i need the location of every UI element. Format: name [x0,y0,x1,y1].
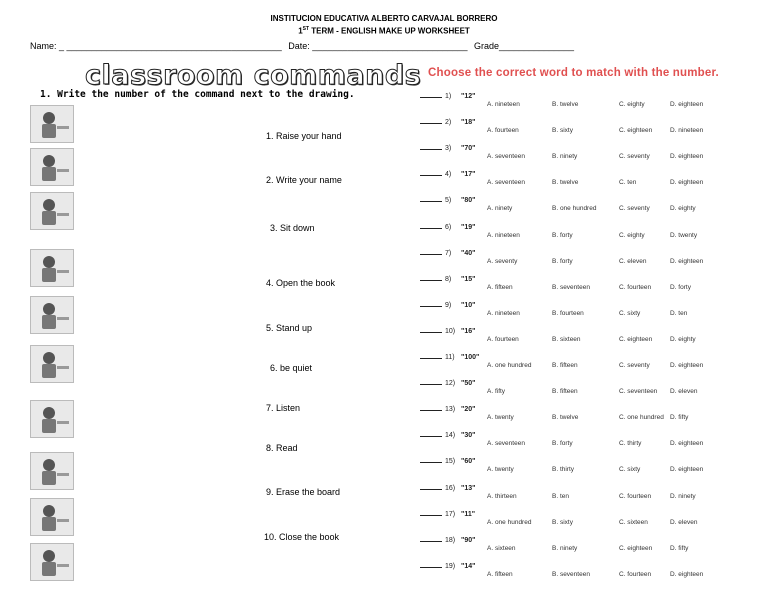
question-row [420,250,475,257]
answer-option[interactable]: C. fourteen [619,283,652,291]
answer-option[interactable]: D. eighteen [670,257,704,265]
answer-option[interactable]: A. one hundred [487,362,532,369]
question-row [420,537,475,544]
answer-option[interactable]: B. fourteen [552,309,584,317]
erase-board-picture [30,498,74,536]
answer-option[interactable]: C. ten [619,179,637,187]
answer-option[interactable]: B. twelve [552,179,579,187]
answer-option[interactable]: A. seventy [487,257,518,265]
question-word: "14" [461,562,476,570]
term-rest: TERM - ENGLISH MAKE UP WORKSHEET [309,26,470,36]
question-number: 10) [445,327,456,335]
answer-option[interactable]: D. twenty [670,231,698,239]
answer-option[interactable]: B. twelve [552,414,579,422]
question-number: 17) [445,510,456,518]
answer-option[interactable]: C. one hundred [619,414,664,422]
answer-blank[interactable] [420,97,442,98]
name-field[interactable]: Name: _ ___________________________________________ [30,41,282,51]
question-row [420,171,475,178]
answer-option[interactable]: D. eighty [670,335,696,343]
student-info-line [30,41,578,51]
question-number: 19) [445,562,456,570]
answer-blank[interactable] [420,254,442,255]
answer-option[interactable]: B. ninety [552,153,578,161]
question-word: "10" [461,301,476,309]
answer-option[interactable]: D. eighteen [670,362,704,369]
answer-option[interactable]: A. fifteen [487,283,513,291]
be-quiet-picture [30,345,74,383]
answer-option[interactable]: D. nineteen [670,127,704,135]
question-row [420,119,475,126]
command-1: 1. Raise your hand [266,131,342,141]
question-word: "70" [461,145,476,153]
question-row [420,458,475,465]
quiz-title: Choose the correct word to match with the number. [428,67,719,79]
question-row [420,354,479,361]
question-number: 2) [445,119,452,127]
answer-blank[interactable] [420,123,442,124]
command-7: 7. Listen [266,403,301,413]
answer-blank[interactable] [420,384,442,385]
question-row [420,485,475,492]
term-number: 1 [298,26,303,36]
answer-blank[interactable] [420,358,442,359]
answer-blank[interactable] [420,201,442,202]
answer-option[interactable]: D. eleven [670,388,698,396]
close-book-picture [30,543,74,581]
answer-option[interactable]: A. twenty [487,466,514,474]
question-word: "50" [461,380,476,388]
answer-option[interactable]: C. thirty [619,440,642,448]
question-row [420,406,475,413]
question-word: "80" [461,197,476,205]
answer-option[interactable]: B. forty [552,440,573,448]
question-number: 8) [445,275,452,283]
read-picture [30,452,74,490]
answer-option[interactable]: A. fifteen [487,570,513,578]
answer-option[interactable]: A. fifty [487,388,506,396]
answer-blank[interactable] [420,306,442,307]
question-word: "13" [461,484,476,492]
question-word: "19" [461,223,476,231]
answer-option[interactable]: B. fifteen [552,362,578,369]
answer-blank[interactable] [420,149,442,150]
question-number: 12) [445,380,456,388]
answer-option[interactable]: C. seventy [619,153,650,161]
answer-option[interactable]: A. sixteen [487,544,516,552]
question-row [420,380,475,387]
question-row [420,432,475,439]
answer-option[interactable]: D. eighteen [670,101,704,108]
question-number: 16) [445,484,456,492]
answer-option[interactable]: D. forty [670,283,691,291]
command-8: 8. Read [266,443,298,453]
answer-option[interactable]: D. eighteen [670,179,704,187]
answer-option[interactable]: A. thirteen [487,492,517,500]
question-row [420,302,475,309]
answer-blank[interactable] [420,410,442,411]
command-5: 5. Stand up [266,323,313,333]
listen-picture [30,400,74,438]
answer-option[interactable]: C. seventy [619,205,650,213]
answer-option[interactable]: A. nineteen [487,231,520,239]
answer-option[interactable]: C. fourteen [619,492,652,500]
answer-option[interactable]: D. eighteen [670,570,704,578]
answer-option[interactable]: A. seventeen [487,153,525,161]
question-word: "40" [461,249,476,257]
answer-option[interactable]: C. sixteen [619,518,648,526]
answer-option[interactable]: A. twenty [487,414,514,422]
answer-option[interactable]: C. eleven [619,257,647,265]
question-row [420,145,475,152]
answer-option[interactable]: D. ninety [670,492,696,500]
answer-blank[interactable] [420,280,442,281]
command-4: 4. Open the book [266,278,336,288]
question-number: 14) [445,432,456,440]
command-6: 6. be quiet [270,363,313,373]
answer-option[interactable]: C. eighteen [619,127,653,135]
answer-option[interactable]: C. eighteen [619,544,653,552]
question-number: 7) [445,249,452,257]
answer-blank[interactable] [420,462,442,463]
date-field[interactable]: Date: _______________________________ [288,41,468,51]
answer-option[interactable]: B. seventeen [552,283,590,291]
answer-option[interactable]: A. seventeen [487,179,525,187]
answer-option[interactable]: B. ninety [552,544,578,552]
question-number: 18) [445,536,456,544]
instruction-text: 1. Write the number of the command next to the drawing. [40,89,355,100]
answer-blank[interactable] [420,489,442,490]
question-word: "20" [461,406,476,414]
answer-option[interactable]: C. eighty [619,101,645,108]
answer-option[interactable]: A. fourteen [487,127,519,135]
term-superscript: ST [302,26,310,32]
question-number: 6) [445,223,452,231]
answer-option[interactable]: D. eighty [670,205,696,213]
question-row [420,563,475,570]
answer-option[interactable]: B. twelve [552,101,579,108]
question-number: 4) [445,171,452,179]
question-row [420,328,475,335]
answer-option[interactable]: A. fourteen [487,335,519,343]
answer-option[interactable]: C. fourteen [619,570,652,578]
answer-option[interactable]: B. thirty [552,466,575,474]
worksheet-title: classroom commands [85,60,422,91]
write-name-picture [30,148,74,186]
answer-blank[interactable] [420,515,442,516]
command-10: 10. Close the book [264,532,340,542]
question-word: "16" [461,327,476,335]
answer-blank[interactable] [420,228,442,229]
question-number: 9) [445,301,452,309]
answer-option[interactable]: B. forty [552,231,573,239]
question-word: "30" [461,432,476,440]
answer-option[interactable]: B. seventeen [552,570,590,578]
raise-hand-picture [30,105,74,143]
command-3: 3. Sit down [270,223,315,233]
answer-blank[interactable] [420,567,442,568]
question-word: "60" [461,458,476,466]
answer-option[interactable]: B. fifteen [552,388,578,396]
answer-option[interactable]: B. forty [552,257,573,265]
question-word: "100" [461,354,480,361]
answer-option[interactable]: B. sixty [552,518,573,526]
question-number: 15) [445,458,456,466]
sit-down-picture [30,192,74,230]
question-number: 11) [445,354,455,361]
question-word: "90" [461,536,476,544]
question-row [420,224,475,231]
answer-option[interactable]: C. sixty [619,309,641,317]
answer-option[interactable]: D. fifty [670,544,689,552]
question-number: 13) [445,406,456,414]
answer-option[interactable]: C. eighty [619,231,645,239]
answer-option[interactable]: B. sixteen [552,335,581,343]
school-name: INSTITUCION EDUCATIVA ALBERTO CARVAJAL BORRERO [270,14,498,23]
question-row [420,197,475,204]
question-row [420,93,475,100]
answer-blank[interactable] [420,332,442,333]
question-row [420,276,475,283]
stand-up-picture [30,296,74,334]
question-word: "12" [461,93,476,100]
answer-option[interactable]: A. one hundred [487,518,532,526]
answer-blank[interactable] [420,436,442,437]
question-row [420,511,475,518]
question-word: "15" [461,275,476,283]
answer-option[interactable]: D. fifty [670,414,689,422]
worksheet-subtitle [0,26,768,36]
command-2: 2. Write your name [266,175,342,185]
command-9: 9. Erase the board [266,487,341,497]
answer-option[interactable]: D. eighteen [670,440,704,448]
answer-option[interactable]: C. eighteen [619,335,653,343]
answer-option[interactable]: B. sixty [552,127,573,135]
question-word: "18" [461,119,476,127]
answer-option[interactable]: A. seventeen [487,440,525,448]
answer-option[interactable]: D. eighteen [670,153,704,161]
open-book-picture [30,249,74,287]
question-word: "17" [461,171,476,179]
question-number: 3) [445,145,452,153]
answer-option[interactable]: D. eighteen [670,466,704,474]
answer-option[interactable]: A. nineteen [487,101,520,108]
answer-option[interactable]: C. sixty [619,466,641,474]
question-number: 1) [445,93,452,100]
question-word: "11" [461,510,476,518]
answer-option[interactable]: C. seventeen [619,388,658,396]
answer-option[interactable]: B. ten [552,492,569,500]
answer-option[interactable]: A. ninety [487,205,513,213]
answer-option[interactable]: A. nineteen [487,309,520,317]
answer-option[interactable]: D. eleven [670,518,698,526]
answer-option[interactable]: C. seventy [619,362,650,369]
answer-blank[interactable] [420,541,442,542]
answer-option[interactable]: B. one hundred [552,205,597,213]
question-number: 5) [445,197,452,205]
answer-blank[interactable] [420,175,442,176]
grade-field[interactable]: Grade_______________ [473,41,575,51]
answer-option[interactable]: D. ten [670,309,688,317]
